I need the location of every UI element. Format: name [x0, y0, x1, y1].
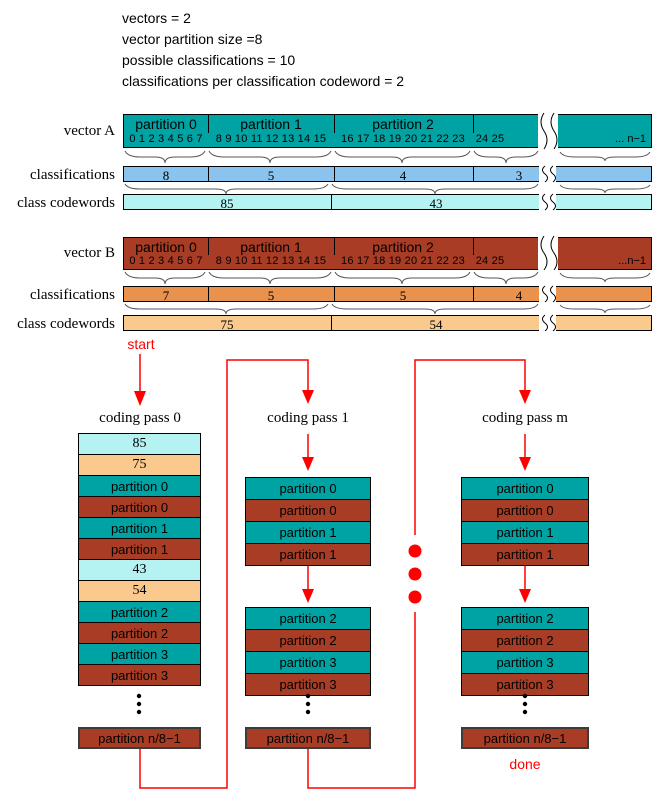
flow-cell: partition 1 [461, 521, 589, 544]
header-block [122, 8, 404, 92]
vector-b-codewords-label: class codewords [17, 316, 115, 332]
ellipsis-red-dots [409, 545, 422, 604]
classification-value: 5 [399, 288, 407, 303]
segment-divider [331, 195, 332, 209]
partition-divider [208, 238, 209, 255]
partition-label: partition 0 [135, 239, 197, 255]
classification-value: 5 [267, 168, 275, 183]
tail-label: ...n−1 [618, 255, 646, 267]
arrow-into-passm [519, 434, 531, 471]
flow-cell: partition 0 [461, 499, 589, 522]
header-line: vector partition size =8 [122, 31, 263, 47]
classification-value: 4 [515, 288, 523, 303]
braces-vector-b-classifications [125, 272, 650, 284]
vector-a-codewords-label: class codewords [17, 195, 115, 211]
vector-b-codewords-bar [123, 315, 652, 331]
vector-b-classifications-bar [123, 286, 652, 302]
codeword-value: 54 [429, 317, 443, 332]
classification-value: 5 [267, 288, 275, 303]
header-line: vectors = 2 [122, 10, 191, 26]
header-line: classifications per classification codeword = 2 [122, 73, 405, 89]
codeword-value: 75 [220, 317, 234, 332]
flow-cell: partition 3 [461, 651, 589, 674]
coding-pass-0-label: coding pass 0 [99, 410, 181, 426]
flow-cell: 43 [78, 559, 201, 581]
vector-b-classifications-label: classifications [30, 287, 115, 303]
flow-cell: partition 2 [461, 629, 589, 652]
index-group: 0 1 2 3 4 5 6 7 [129, 133, 203, 145]
flow-cell: partition 3 [78, 664, 201, 686]
braces-vector-a-codewords [125, 184, 650, 194]
index-group: 24 25 [475, 255, 505, 267]
done-label: done [509, 756, 541, 772]
segment-divider [473, 167, 474, 181]
flow-tail-cell: partition n/8−1 [461, 727, 589, 749]
classification-value: 4 [399, 168, 407, 183]
flow-cell: partition 0 [78, 475, 201, 497]
flow-cell: partition 3 [461, 673, 589, 696]
header-line: possible classifications = 10 [122, 52, 296, 68]
classification-value: 7 [162, 288, 170, 303]
partition-divider [473, 238, 474, 255]
flow-cell: partition 1 [461, 543, 589, 566]
vector-b-bar [123, 237, 652, 270]
codeword-value: 43 [429, 196, 443, 211]
arrow-into-pass1 [302, 434, 314, 471]
start-arrow [134, 354, 146, 406]
flow-cell: partition 0 [245, 477, 371, 500]
index-group: 16 17 18 19 20 21 22 23 [341, 255, 465, 267]
partition-divider [473, 115, 474, 133]
flow-cell: partition 3 [78, 643, 201, 665]
arrow-passm-block1-to-block2 [519, 566, 531, 603]
index-group: 8 9 10 11 12 13 14 15 [215, 133, 327, 145]
index-group: 0 1 2 3 4 5 6 7 [129, 255, 203, 267]
index-group: 16 17 18 19 20 21 22 23 [341, 133, 465, 145]
vector-a-classifications-label: classifications [30, 167, 115, 183]
flow-cell: 75 [78, 454, 201, 476]
partition-divider [334, 238, 335, 255]
flow-cell: partition 2 [78, 601, 201, 623]
vector-b-label: vector B [63, 245, 115, 261]
classification-value: 8 [162, 168, 170, 183]
partition-label: partition 2 [372, 116, 434, 132]
partition-label: partition 2 [372, 239, 434, 255]
ellipsis-black-pass0 [137, 694, 141, 714]
flow-cell: partition 1 [245, 543, 371, 566]
flow-cell: partition 1 [78, 538, 201, 560]
ellipsis-black-pass1 [306, 694, 310, 714]
flow-cell: partition 2 [78, 622, 201, 644]
partition-divider [208, 115, 209, 133]
flow-cell: partition 0 [245, 499, 371, 522]
flow-cell: 85 [78, 433, 201, 455]
vector-a-label: vector A [63, 123, 115, 139]
braces-vector-a-classifications [125, 151, 650, 163]
arrow-pass1-block1-to-block2 [302, 566, 314, 603]
flow-cell: partition 3 [245, 673, 371, 696]
flow-cell: partition 0 [461, 477, 589, 500]
partition-label: partition 1 [240, 239, 302, 255]
braces-vector-b-codewords [125, 304, 650, 314]
flow-cell: partition 1 [245, 521, 371, 544]
flow-tail-cell: partition n/8−1 [78, 727, 201, 749]
segment-divider [334, 287, 335, 301]
partition-label: partition 0 [135, 116, 197, 132]
partition-divider [334, 115, 335, 133]
classification-value: 3 [515, 168, 523, 183]
tail-label: ... n−1 [615, 133, 646, 145]
flow-cell: 54 [78, 580, 201, 602]
segment-divider [334, 167, 335, 181]
vector-a-codewords-bar [123, 194, 652, 210]
partition-label: partition 1 [240, 116, 302, 132]
vector-a-bar [123, 114, 652, 148]
segment-divider [208, 287, 209, 301]
flow-cell: partition 0 [78, 496, 201, 518]
flow-cell: partition 3 [245, 651, 371, 674]
flow-cell: partition 2 [245, 607, 371, 630]
vector-a-classifications-bar [123, 166, 652, 182]
index-group: 8 9 10 11 12 13 14 15 [215, 255, 327, 267]
segment-divider [331, 316, 332, 330]
coding-pass-m-label: coding pass m [482, 410, 568, 426]
flow-tail-cell: partition n/8−1 [245, 727, 371, 749]
segment-divider [208, 167, 209, 181]
start-label: start [127, 336, 155, 352]
flow-cell: partition 1 [78, 517, 201, 539]
coding-pass-1-label: coding pass 1 [267, 410, 349, 426]
flow-cell: partition 2 [245, 629, 371, 652]
index-group: 24 25 [475, 133, 505, 145]
codeword-value: 85 [220, 196, 234, 211]
segment-divider [473, 287, 474, 301]
flow-cell: partition 2 [461, 607, 589, 630]
ellipsis-black-passm [523, 694, 527, 714]
